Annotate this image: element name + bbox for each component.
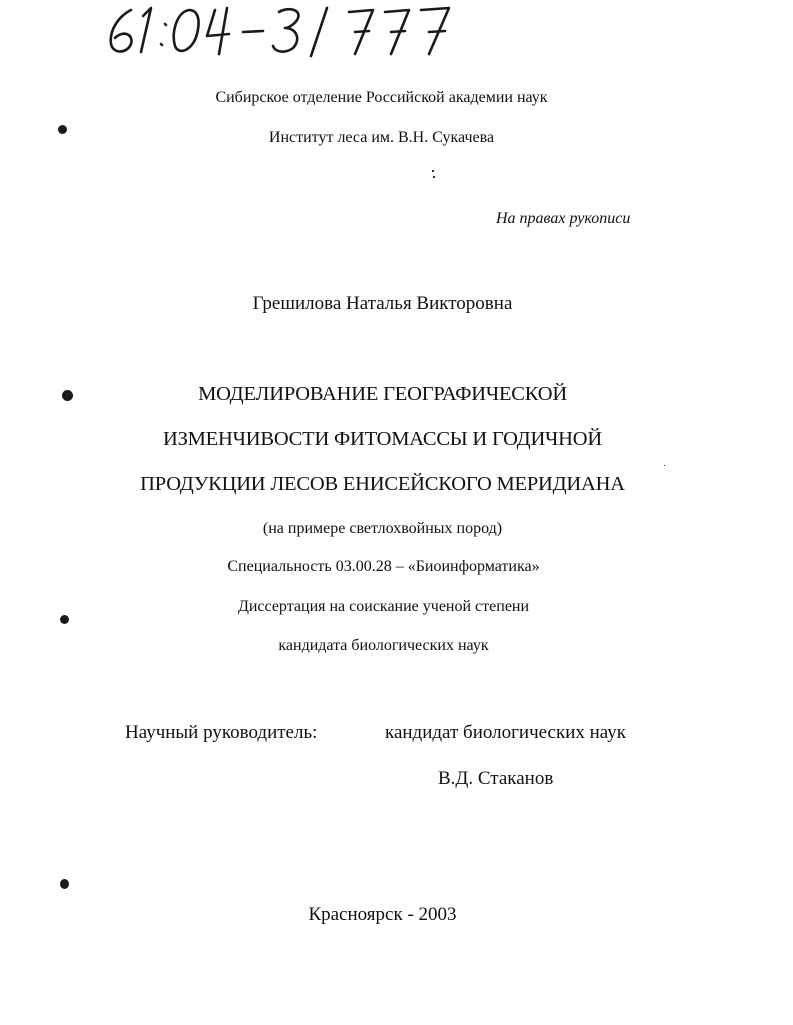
thesis-title-line-2: ИЗМЕНЧИВОСТИ ФИТОМАССЫ И ГОДИЧНОЙ: [162, 428, 602, 450]
degree-line-1: Диссертация на соискание ученой степени: [237, 598, 530, 615]
place-and-year: Красноярск - 2003: [308, 904, 457, 925]
supervisor-label: Научный руководитель:: [125, 722, 318, 743]
handwritten-archive-code: [103, 2, 463, 62]
scan-speck: [664, 465, 665, 466]
author-name: Грешилова Наталья Викторовна: [252, 293, 513, 314]
degree-line-2: кандидата биологических наук: [278, 637, 489, 654]
supervisor-name: В.Д. Стаканов: [438, 768, 554, 789]
scan-speck: [432, 170, 434, 172]
binding-hole-mark: [60, 615, 69, 624]
thesis-title-line-3: ПРОДУКЦИИ ЛЕСОВ ЕНИСЕЙСКОГО МЕРИДИАНА: [140, 473, 625, 495]
scan-speck: [433, 176, 435, 178]
thesis-title-line-1: МОДЕЛИРОВАНИЕ ГЕОГРАФИЧЕСКОЙ: [198, 383, 567, 405]
organization-name: Сибирское отделение Российской академии наук: [215, 89, 548, 106]
binding-hole-mark: [60, 879, 69, 889]
manuscript-rights-note: На правах рукописи: [496, 210, 631, 227]
supervisor-degree: кандидат биологических наук: [385, 722, 626, 743]
specialty: Специальность 03.00.28 – «Биоинформатика»: [227, 558, 540, 575]
thesis-subtitle: (на примере светлохвойных пород): [262, 520, 503, 537]
institute-name: Институт леса им. В.Н. Сукачева: [268, 129, 495, 146]
